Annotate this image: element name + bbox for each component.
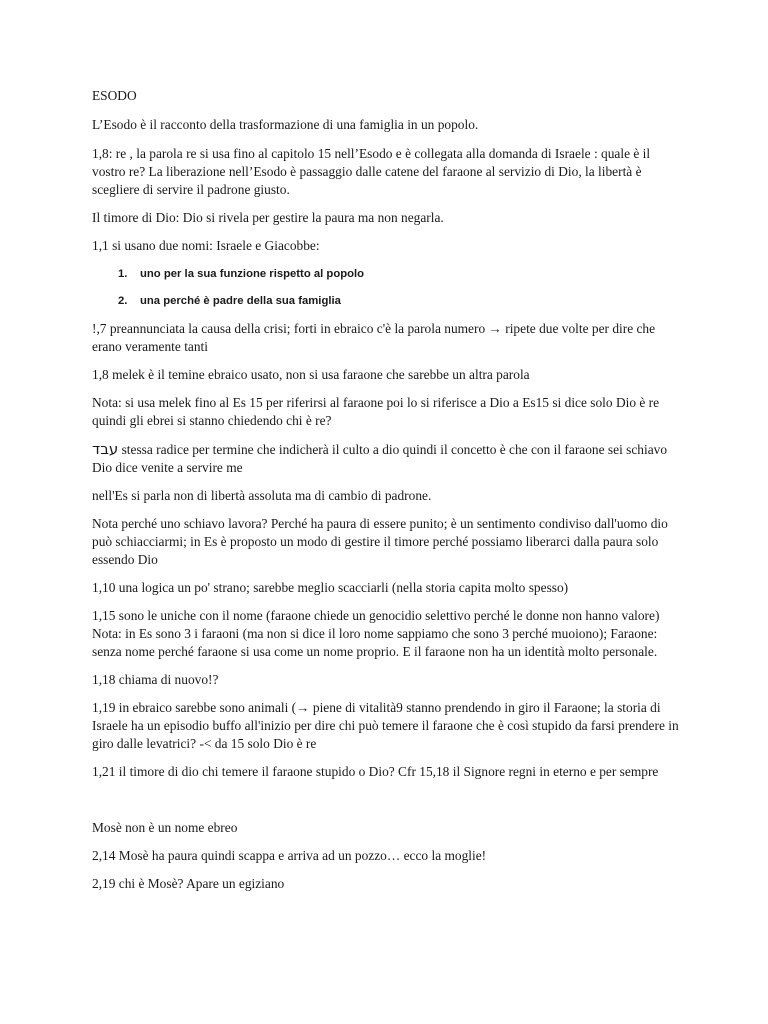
list-item [92, 265, 682, 283]
paragraph-hebrew-root [92, 440, 682, 477]
paragraph-1-7: !,7 preannunciata la causa della crisi; forti in ebraico c'è la parola numero → ripete due volte per dire che erano veramente tanti [92, 321, 656, 354]
list-item-number: 2. [118, 295, 128, 307]
paragraph-intro: L’Esodo è il racconto della trasformazione di una famiglia in un popolo. [92, 117, 479, 132]
paragraph-1-21: 1,21 il timore di dio chi temere il faraone stupido o Dio? Cfr 15,18 il Signore regni in eterno e per sempre [92, 764, 659, 779]
paragraph-1-19: 1,19 in ebraico sarebbe sono animali (→ piene di vitalità9 stanno prendendo in giro il Faraone; la storia di Israele ha un episodio buffo all'inizio per dire chi può temere il faraone che è così stupido da farsi prendere in giro dalle levatrici? -< da 15 solo Dio è re [92, 700, 679, 751]
hebrew-word: עבד [92, 440, 119, 458]
numbered-list [92, 265, 682, 310]
document-title: ESODO [92, 88, 137, 103]
blank-space [92, 791, 682, 819]
paragraph-1-18: 1,18 chiama di nuovo!? [92, 672, 219, 687]
paragraph-nota-schiavo: Nota perché uno schiavo lavora? Perché ha paura di essere punito; è un sentimento condiviso dall'uomo dio può schiacciarmi; in Es è proposto un modo di gestire il timore perché possiamo liberarci dalla paura solo essendo Dio [92, 516, 668, 567]
paragraph-1-15: 1,15 sono le uniche con il nome (faraone chiede un genocidio selettivo perché le donne non hanno valore) Nota: in Es sono 3 i faraoni (ma non si dice il loro nome sappiamo che sono 3 perché muoiono); Faraone: senza nome perché faraone si usa come un nome proprio. E il faraone non ha un identità molto personale. [92, 608, 660, 659]
hebrew-root-text: stessa radice per termine che indicherà il culto a dio quindi il concetto è che con il faraone sei schiavo Dio dice venite a servire me [92, 442, 668, 475]
paragraph-2-19: 2,19 chi è Mosè? Apare un egiziano [92, 876, 285, 891]
list-item-text: uno per la sua funzione rispetto al popolo [140, 268, 365, 280]
paragraph-1-1-nomi: 1,1 si usano due nomi: Israele e Giacobbe: [92, 238, 320, 253]
paragraph-timore-di-dio: Il timore di Dio: Dio si rivela per gestire la paura ma non negarla. [92, 210, 444, 225]
paragraph-1-8-melek: 1,8 melek è il temine ebraico usato, non si usa faraone che sarebbe un altra parola [92, 367, 530, 382]
paragraph-1-8-re: 1,8: re , la parola re si usa fino al capitolo 15 nell’Esodo e è collegata alla domanda di Israele : quale è il vostro re? La liberazione nell’Esodo è passaggio dalle catene del faraone al servizio di Dio, la libertà è scegliere di servire il padrone giusto. [92, 146, 651, 197]
paragraph-nota-melek: Nota: si usa melek fino al Es 15 per riferirsi al faraone poi lo si riferisce a Dio a Es15 si dice solo Dio è re quindi gli ebrei si stanno chiedendo chi è re? [92, 395, 660, 428]
list-item-number: 1. [118, 268, 128, 280]
list-item [92, 292, 682, 310]
document-page [92, 87, 682, 903]
paragraph-1-10: 1,10 una logica un po' strano; sarebbe meglio scacciarli (nella storia capita molto spesso) [92, 580, 569, 595]
list-item-text: una perché è padre della sua famiglia [140, 295, 341, 307]
paragraph-2-14: 2,14 Mosè ha paura quindi scappa e arriva ad un pozzo… ecco la moglie! [92, 848, 487, 863]
paragraph-mose-nome: Mosè non è un nome ebreo [92, 820, 238, 835]
paragraph-cambio-padrone: nell'Es si parla non di libertà assoluta ma di cambio di padrone. [92, 488, 432, 503]
